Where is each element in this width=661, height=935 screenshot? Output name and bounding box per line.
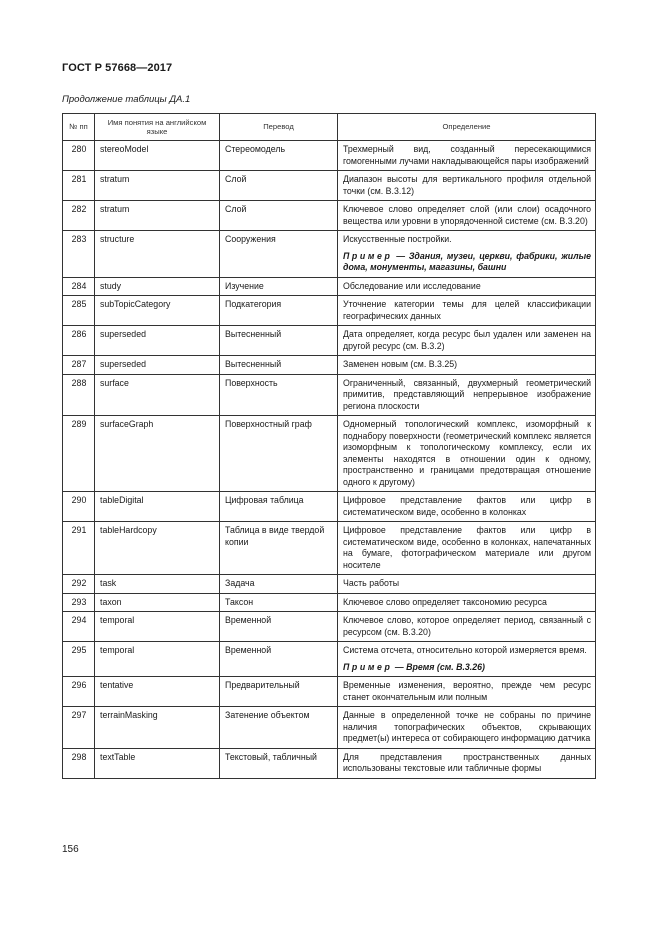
- cell-definition: [338, 593, 596, 612]
- cell-definition: [338, 492, 596, 522]
- table-row: [63, 677, 596, 707]
- cell-definition: [338, 575, 596, 594]
- header-term: Имя понятия на английском языке: [95, 114, 220, 141]
- cell-translation-text: Таксон: [225, 596, 254, 607]
- table-row: [63, 277, 596, 296]
- cell-term: [95, 374, 220, 416]
- cell-number: [63, 277, 95, 296]
- cell-number: [63, 748, 95, 778]
- cell-term: [95, 593, 220, 612]
- cell-translation: [220, 612, 338, 642]
- cell-number: [63, 642, 95, 677]
- cell-translation: [220, 277, 338, 296]
- table-caption: Продолжение таблицы ДА.1: [62, 94, 191, 105]
- cell-term-text: stratum: [100, 174, 130, 184]
- cell-term-text: terrainMasking: [100, 710, 158, 720]
- table-row: [63, 231, 596, 278]
- cell-translation: [220, 231, 338, 278]
- cell-translation: [220, 677, 338, 707]
- cell-translation: [220, 593, 338, 612]
- table-header-row: [63, 114, 596, 141]
- cell-definition: [338, 201, 596, 231]
- cell-definition-text: Ключевое слово, которое определяет период, связанный с ресурсом (см. B.3.20): [343, 615, 591, 637]
- cell-number: [63, 593, 95, 612]
- cell-translation: [220, 575, 338, 594]
- cell-definition-text: Для представления пространственных данных использованы текстовые или табличные формы: [343, 751, 591, 773]
- cell-term-text: tentative: [100, 680, 134, 690]
- cell-definition-text: Ключевое слово определяет слой (или слои) осадочного вещества или уровни в упорядоченной системе (см. B.3.20): [343, 204, 591, 226]
- cell-number: [63, 326, 95, 356]
- cell-translation: [220, 522, 338, 575]
- cell-term: [95, 642, 220, 677]
- table-row: [63, 612, 596, 642]
- cell-number: [63, 492, 95, 522]
- cell-number: [63, 707, 95, 749]
- cell-number-text: 281: [71, 174, 87, 184]
- cell-definition: [338, 707, 596, 749]
- cell-translation-text: Вытесненный: [225, 359, 282, 369]
- cell-translation-text: Цифровая таблица: [225, 495, 304, 505]
- cell-definition-text: Ограниченный, связанный, двухмерный геометрический примитив, представляющий непрерывное изображение региона плоскости: [343, 377, 591, 411]
- cell-translation-text: Временной: [225, 645, 272, 655]
- cell-translation-text: Подкатегория: [225, 299, 282, 309]
- cell-definition: [338, 231, 596, 278]
- table-row: [63, 171, 596, 201]
- cell-translation-text: Стереомодель: [225, 144, 286, 154]
- cell-number: [63, 141, 95, 171]
- cell-definition-text: Дата определяет, когда ресурс был удален или заменен на другой ресурс (см. B.3.2): [343, 329, 591, 351]
- cell-number-text: 291: [71, 525, 87, 535]
- cell-translation-text: Слой: [225, 174, 247, 184]
- cell-number: [63, 231, 95, 278]
- cell-number-text: 280: [71, 144, 87, 154]
- cell-translation-text: Таблица в виде твердой копии: [225, 525, 325, 547]
- cell-number-text: 284: [71, 280, 87, 291]
- cell-term-text: taxon: [100, 596, 122, 607]
- cell-number: [63, 575, 95, 594]
- cell-number: [63, 201, 95, 231]
- cell-definition-text: Данные в определенной точке не собраны по причине наличия топографических объектов, скрывающих предмет(ы) интереса от собирающего информацию датчика: [343, 710, 591, 743]
- cell-translation-text: Текстовый, табличный: [225, 751, 317, 762]
- table-row: [63, 642, 596, 677]
- cell-number: [63, 612, 95, 642]
- cell-term: [95, 356, 220, 375]
- cell-term-text: surfaceGraph: [100, 419, 154, 429]
- cell-definition-text: Часть работы: [343, 578, 400, 588]
- cell-translation: [220, 356, 338, 375]
- cell-translation: [220, 171, 338, 201]
- cell-definition-text: Цифровое представление фактов или цифр в систематическом виде, особенно в колонках: [343, 495, 591, 517]
- cell-translation: [220, 416, 338, 492]
- cell-translation: [220, 326, 338, 356]
- cell-term-text: task: [100, 578, 117, 588]
- cell-translation-text: Затенение объектом: [225, 710, 310, 720]
- cell-translation: [220, 642, 338, 677]
- cell-term: [95, 522, 220, 575]
- table-row: [63, 356, 596, 375]
- cell-term: [95, 277, 220, 296]
- cell-translation: [220, 201, 338, 231]
- cell-term: [95, 416, 220, 492]
- cell-number: [63, 171, 95, 201]
- cell-term-text: superseded: [100, 329, 146, 339]
- cell-translation-text: Поверхностный граф: [225, 419, 312, 429]
- header-definition: Определение: [338, 114, 596, 141]
- cell-term-text: tableDigital: [100, 495, 144, 505]
- table-row: [63, 522, 596, 575]
- cell-term: [95, 326, 220, 356]
- cell-translation-text: Изучение: [225, 280, 264, 291]
- table-row: [63, 707, 596, 749]
- cell-term-text: superseded: [100, 359, 146, 369]
- table-row: [63, 141, 596, 171]
- cell-number-text: 286: [71, 329, 87, 339]
- cell-number-text: 285: [71, 299, 87, 309]
- cell-definition: [338, 326, 596, 356]
- header-translation: Перевод: [220, 114, 338, 141]
- cell-number: [63, 677, 95, 707]
- cell-number-text: 283: [71, 234, 87, 244]
- cell-term: [95, 296, 220, 326]
- cell-term-text: temporal: [100, 645, 135, 655]
- cell-number-text: 282: [71, 204, 87, 214]
- cell-term-text: tableHardcopy: [100, 525, 157, 535]
- cell-term: [95, 492, 220, 522]
- table-row: [63, 374, 596, 416]
- cell-definition-text: Временные изменения, вероятно, прежде чем ресурс станет окончательным или полным: [343, 680, 591, 702]
- table-row: [63, 416, 596, 492]
- cell-number: [63, 416, 95, 492]
- cell-term: [95, 231, 220, 278]
- cell-number-text: 287: [71, 359, 87, 369]
- cell-definition-text: Искусственные постройки.: [343, 234, 452, 244]
- cell-number: [63, 356, 95, 375]
- cell-number-text: 293: [71, 596, 87, 607]
- cell-number-text: 289: [71, 419, 87, 429]
- cell-number-text: 292: [71, 578, 87, 588]
- cell-number-text: 296: [71, 680, 87, 690]
- cell-number-text: 298: [71, 751, 87, 762]
- table-body: [63, 141, 596, 779]
- cell-translation: [220, 374, 338, 416]
- cell-translation-text: Предварительный: [225, 680, 300, 690]
- cell-number-text: 294: [71, 615, 87, 625]
- cell-translation-text: Задача: [225, 578, 255, 588]
- table-row: [63, 748, 596, 778]
- example-note: [343, 251, 591, 274]
- cell-number-text: 295: [71, 645, 87, 655]
- cell-number: [63, 296, 95, 326]
- cell-translation-text: Слой: [225, 204, 247, 214]
- cell-translation-text: Сооружения: [225, 234, 276, 244]
- cell-definition: [338, 374, 596, 416]
- table-row: [63, 492, 596, 522]
- cell-term-text: stereoModel: [100, 144, 149, 154]
- cell-translation-text: Вытесненный: [225, 329, 282, 339]
- table-row: [63, 201, 596, 231]
- cell-translation: [220, 296, 338, 326]
- cell-translation-text: Временной: [225, 615, 272, 625]
- cell-definition-text: Одномерный топологический комплекс, изоморфный к поднабору поверхности (геометрический комплекс является изоморфным к топологическому комплексу, если их элементы находятся в отношении один к одному, пространственно и границами предотвращая отношение одного к другому): [343, 419, 591, 487]
- cell-definition: [338, 522, 596, 575]
- cell-term-text: stratum: [100, 204, 130, 214]
- cell-number: [63, 374, 95, 416]
- terms-table: [62, 113, 596, 779]
- cell-term: [95, 707, 220, 749]
- cell-number-text: 290: [71, 495, 87, 505]
- example-text: — Здания, музеи, церкви, фабрики, жилые дома, монументы, магазины, башни: [343, 250, 591, 272]
- table-row: [63, 296, 596, 326]
- cell-translation-text: Поверхность: [225, 377, 278, 388]
- cell-translation: [220, 492, 338, 522]
- cell-term-text: temporal: [100, 615, 135, 625]
- cell-term-text: surface: [100, 377, 129, 388]
- example-label: Пример: [343, 250, 393, 261]
- cell-term-text: subTopicCategory: [100, 299, 171, 309]
- cell-term: [95, 748, 220, 778]
- cell-definition-text: Обследование или исследование: [343, 280, 481, 291]
- cell-translation: [220, 748, 338, 778]
- document-title: ГОСТ Р 57668—2017: [62, 62, 173, 74]
- cell-term: [95, 575, 220, 594]
- cell-number-text: 288: [71, 377, 87, 388]
- cell-term-text: study: [100, 280, 122, 291]
- cell-definition: [338, 748, 596, 778]
- header-num: № пп: [63, 114, 95, 141]
- example-text: — Время (см. B.3.26): [392, 661, 485, 672]
- cell-definition-text: Уточнение категории темы для целей классификации географических данных: [343, 299, 591, 321]
- cell-number-text: 297: [71, 710, 87, 720]
- example-note: [343, 662, 591, 674]
- cell-definition: [338, 296, 596, 326]
- cell-definition-text: Диапазон высоты для вертикального профиля отдельной точки (см. B.3.12): [343, 174, 591, 196]
- cell-definition-text: Ключевое слово определяет таксономию ресурса: [343, 596, 547, 607]
- cell-definition: [338, 677, 596, 707]
- table-row: [63, 593, 596, 612]
- cell-term-text: textTable: [100, 751, 136, 762]
- cell-translation: [220, 141, 338, 171]
- cell-term: [95, 201, 220, 231]
- cell-definition: [338, 141, 596, 171]
- cell-definition: [338, 277, 596, 296]
- page-number: 156: [62, 844, 79, 855]
- cell-definition-text: Трехмерный вид, созданный пересекающимися гомогенными лучами накладывающейся пары изображений: [343, 144, 591, 166]
- cell-term: [95, 141, 220, 171]
- cell-term: [95, 612, 220, 642]
- cell-definition: [338, 612, 596, 642]
- cell-definition: [338, 642, 596, 677]
- example-label: Пример: [343, 661, 393, 672]
- cell-translation: [220, 707, 338, 749]
- cell-definition-text: Система отсчета, относительно которой измеряется время.: [343, 645, 587, 655]
- cell-definition: [338, 356, 596, 375]
- cell-term-text: structure: [100, 234, 135, 244]
- cell-definition-text: Цифровое представление фактов или цифр в систематическом виде, особенно в колонках, напечатанных на бумаге, фотографическом материале или другом носителе: [343, 525, 591, 570]
- cell-definition: [338, 416, 596, 492]
- table-row: [63, 326, 596, 356]
- cell-term: [95, 677, 220, 707]
- cell-definition: [338, 171, 596, 201]
- cell-number: [63, 522, 95, 575]
- cell-term: [95, 171, 220, 201]
- cell-definition-text: Заменен новым (см. B.3.25): [343, 359, 458, 369]
- table-row: [63, 575, 596, 594]
